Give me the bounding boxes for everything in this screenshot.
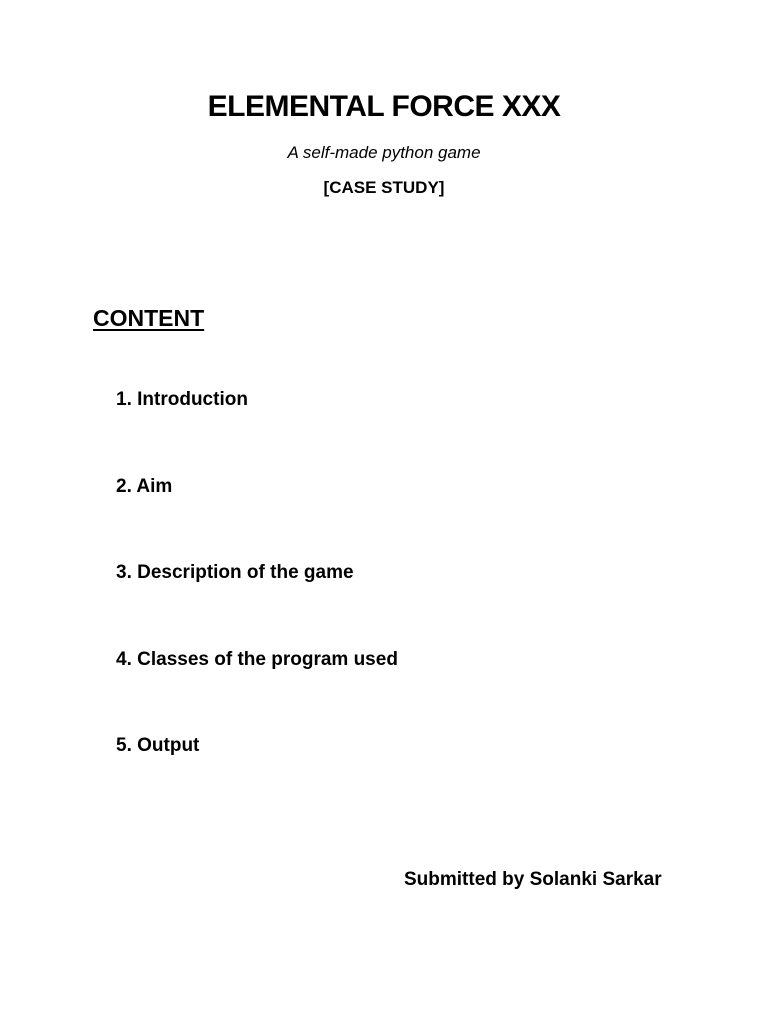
toc-item-introduction: 1. Introduction	[116, 389, 248, 410]
case-study-label: [CASE STUDY]	[323, 178, 445, 197]
toc-item-output: 5. Output	[116, 735, 200, 756]
toc-item-aim: 2. Aim	[116, 475, 173, 497]
content-heading: CONTENT	[93, 305, 205, 331]
toc-item-description: 3. Description of the game	[116, 562, 354, 583]
document-subtitle: A self-made python game	[287, 143, 481, 162]
toc-item-classes: 4. Classes of the program used	[116, 648, 398, 670]
table-of-contents	[116, 388, 398, 821]
submitted-by: Submitted by Solanki Sarkar	[404, 869, 662, 890]
document-title: ELEMENTAL FORCE XXX	[207, 90, 561, 123]
